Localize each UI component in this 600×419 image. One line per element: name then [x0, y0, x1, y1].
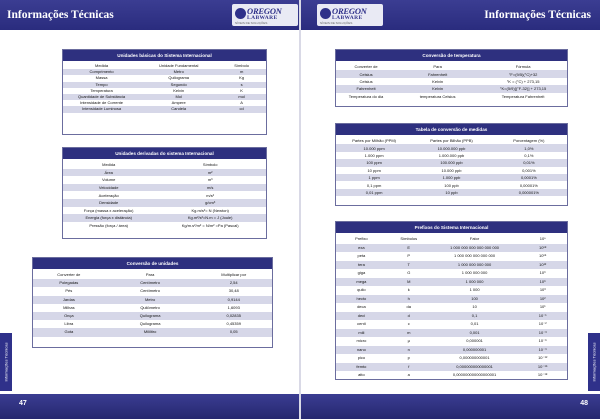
table-row — [33, 312, 272, 320]
table-row — [336, 312, 567, 321]
table-cell: m/s — [206, 185, 214, 191]
left-header-title: Informações Técnicas — [7, 9, 114, 21]
column-header: Converter de — [354, 64, 378, 70]
table-cell: Volume — [102, 177, 116, 183]
table-cell: 10⁻³ — [538, 329, 547, 335]
table-cell: Metro — [173, 69, 184, 75]
table-cell: Celsius — [359, 71, 373, 77]
table-cell: deca — [357, 304, 366, 310]
table-cell: Kelvin — [173, 87, 185, 93]
table-cell: Centímetro — [140, 288, 160, 294]
column-header: Fator — [469, 236, 480, 242]
table-cell: m — [239, 69, 244, 75]
table-cell: E — [407, 244, 411, 250]
table-cell: 10.000 ppb — [441, 167, 462, 173]
table-cell: h — [407, 295, 410, 301]
table-cell: p — [407, 355, 410, 361]
table-row — [336, 354, 567, 363]
table-cell: µ — [407, 338, 410, 344]
table-title: Conversão de temperatura — [336, 50, 567, 61]
table-cell: 1 000 000 000 — [461, 270, 488, 276]
table-row — [63, 176, 266, 184]
table-cell: K — [240, 87, 243, 93]
column-header: Porcentagem (%) — [513, 138, 545, 144]
table-cell: g/cm³ — [205, 200, 216, 206]
table-cell: 10⁻¹² — [538, 355, 548, 361]
right-header-title: Informações Técnicas — [484, 9, 591, 21]
table-cell: 0,9144 — [227, 296, 240, 302]
column-header: Multiplicar por — [221, 272, 247, 278]
table-cell: 1,0% — [524, 145, 534, 151]
right-footer — [301, 394, 600, 419]
table-cell: 10⁶ — [539, 278, 546, 284]
table-si-prefixes — [335, 221, 568, 380]
table-cell: 2,54 — [229, 280, 238, 286]
table-row — [63, 75, 266, 81]
table-row — [336, 261, 567, 270]
table-row — [336, 329, 567, 338]
table-cell: m/s² — [206, 192, 215, 198]
table-cell: tera — [357, 261, 365, 267]
table-cell: temperatura Celsius — [419, 93, 456, 99]
table-row — [336, 303, 567, 312]
table-cell: mol — [238, 94, 245, 100]
table-title: Unidades básicas do Sistema Internacional — [63, 50, 266, 61]
table-cell: m³ — [207, 177, 213, 183]
table-cell: cd — [239, 106, 244, 112]
table-cell: 10¹⁵ — [538, 253, 547, 259]
table-cell: 1.000 ppm — [364, 152, 384, 158]
logo-sub: LABWARE — [332, 15, 363, 21]
table-row — [336, 85, 567, 92]
table-row — [63, 184, 266, 192]
table-cell: 10⁹ — [539, 270, 546, 276]
table-cell: 10⁻² — [538, 321, 547, 327]
table-cell: 0,1% — [524, 152, 534, 158]
table-cell: Kelvin — [432, 86, 444, 92]
table-row — [336, 181, 567, 188]
table-cell: giga — [357, 270, 366, 276]
page-gutter — [299, 0, 301, 419]
table-temperature-conversion — [335, 49, 568, 107]
table-cell: 0,45359 — [226, 321, 241, 327]
table-cell: deci — [357, 312, 366, 318]
table-cell: Temperatura do dia — [348, 93, 384, 99]
table-cell: Intensidade Luminosa — [81, 106, 122, 112]
table-row — [63, 88, 266, 94]
table-row — [63, 82, 266, 88]
table-cell: Candela — [171, 106, 187, 112]
table-cell: Gota — [64, 329, 74, 335]
table-header-row — [336, 235, 567, 244]
table-cell: 1 000 000 000 000 000 — [453, 253, 496, 259]
table-row — [63, 106, 266, 112]
column-header: Para — [433, 64, 442, 70]
table-cell: a — [407, 372, 410, 378]
table-cell: Mililitro — [143, 329, 157, 335]
table-row — [336, 189, 567, 196]
table-row — [63, 207, 266, 215]
table-row — [336, 286, 567, 295]
table-cell: °K = (°C) + 273,15 — [506, 78, 540, 84]
table-cell: atto — [358, 372, 365, 378]
table-row — [336, 244, 567, 253]
table-row — [33, 287, 272, 295]
table-cell: Ampere — [171, 100, 186, 106]
table-cell: Temperatura — [90, 87, 113, 93]
table-cell: 100.000 ppb — [440, 160, 463, 166]
table-cell: s — [240, 81, 243, 87]
table-row — [336, 320, 567, 329]
table-cell: 0,000000000000000001 — [452, 372, 497, 378]
table-cell: Kelvin — [432, 78, 444, 84]
table-cell: Pés — [65, 288, 73, 294]
table-row — [336, 144, 567, 151]
table-cell: femto — [356, 363, 367, 369]
table-cell: 10⁻¹ — [538, 312, 547, 318]
table-row — [336, 278, 567, 287]
table-row — [33, 328, 272, 336]
table-row — [63, 191, 266, 199]
table-derived-units — [62, 147, 267, 239]
column-header: Medida — [95, 63, 109, 69]
table-title: Tabela de conversão de medidas — [336, 124, 567, 135]
table-header-row — [63, 161, 266, 169]
table-row — [336, 295, 567, 304]
table-cell: 0,1 — [471, 312, 478, 318]
table-cell: 0,000000001 — [462, 346, 487, 352]
table-title: Unidades derivadas do sistema Internacional — [63, 148, 266, 159]
right-header — [301, 0, 600, 30]
column-header: Partes por Bilhão (PPB) — [430, 138, 473, 144]
table-base-units — [62, 49, 267, 135]
column-header: Fórmula — [515, 64, 531, 70]
logo-sub: LABWARE — [247, 15, 278, 21]
table-header-row — [63, 63, 266, 69]
column-header: Prefixo — [355, 236, 368, 242]
right-side-tab — [588, 333, 600, 391]
table-cell: 10⁻¹⁸ — [537, 372, 548, 378]
column-header: 10ⁿ — [539, 236, 546, 242]
table-row — [336, 363, 567, 372]
table-row — [33, 296, 272, 304]
table-header-row — [336, 63, 567, 70]
right-page-number: 48 — [580, 400, 588, 407]
table-row — [63, 94, 266, 100]
table-row — [336, 346, 567, 355]
table-cell: 0,02835 — [226, 313, 241, 319]
table-body — [336, 135, 567, 196]
table-cell: Tempo — [95, 81, 108, 87]
table-cell: Fahrenheit — [428, 71, 448, 77]
column-header: Símbolo — [202, 162, 218, 168]
logo-tag: NÍVEIS DE SOLUÇÕES — [320, 21, 353, 25]
table-title: Conversão de unidades — [33, 258, 272, 269]
table-cell: Fahrenheit — [356, 86, 376, 92]
table-cell: Jardas — [62, 296, 75, 302]
table-cell: exa — [358, 244, 365, 250]
table-cell: 100 ppb — [444, 182, 459, 188]
table-cell: quilo — [357, 287, 366, 293]
table-cell: 0,1 ppm — [366, 182, 382, 188]
table-cell: 1 000 000 000 000 000 000 — [450, 244, 500, 250]
table-row — [63, 214, 266, 222]
table-cell: mili — [358, 329, 365, 335]
table-cell: Pressão (força / área) — [89, 223, 129, 229]
left-header — [0, 0, 299, 30]
table-cell: Mol — [175, 94, 182, 100]
left-footer — [0, 394, 299, 419]
table-cell: T — [407, 261, 410, 267]
table-cell: Energia (força x distância) — [85, 215, 132, 221]
table-cell: 1 000 000 000 000 — [457, 261, 492, 267]
table-cell: 0,000001% — [518, 189, 539, 195]
table-cell: Quilograma — [139, 313, 161, 319]
table-cell: Força (massa x aceleração) — [83, 207, 134, 213]
left-page-number: 47 — [19, 400, 27, 407]
table-header-row — [336, 137, 567, 144]
table-cell: 100 ppm — [366, 160, 382, 166]
table-cell: nano — [356, 346, 366, 352]
table-row — [336, 174, 567, 181]
table-body — [336, 233, 567, 380]
column-header: Para — [145, 272, 155, 278]
table-measure-conversion — [335, 123, 568, 206]
table-cell: 0,01% — [523, 160, 535, 166]
table-cell: m² — [207, 169, 213, 175]
table-cell: 1.000.000 ppb — [438, 152, 465, 158]
table-cell: 10 — [472, 304, 477, 310]
table-cell: 10¹⁸ — [538, 244, 547, 250]
table-body — [63, 61, 266, 113]
table-row — [63, 222, 266, 230]
table-cell: mega — [356, 278, 367, 284]
table-body — [336, 61, 567, 100]
table-cell: Kg — [239, 75, 245, 81]
column-header: Medida — [102, 162, 116, 168]
table-cell: 0,000000000001 — [459, 355, 490, 361]
table-row — [336, 337, 567, 346]
table-cell: 1 000 — [469, 287, 480, 293]
table-cell: 1 ppm — [368, 175, 380, 181]
column-header: Símbolo — [234, 63, 249, 69]
table-header-row — [33, 271, 272, 279]
table-cell: 10.000.000 ppb — [437, 145, 466, 151]
table-cell: Temperatura Fahrenheit — [501, 93, 545, 99]
right-side-tab-label: Informações Técnicas — [591, 342, 597, 382]
table-cell: Comprimento — [89, 69, 114, 75]
table-cell: Quilograma — [168, 75, 190, 81]
table-cell: °K=(5/9)[(°F-32)] + 273,15 — [499, 86, 547, 92]
table-row — [336, 70, 567, 77]
table-cell: 10.000 ppm — [363, 145, 385, 151]
table-row — [336, 252, 567, 261]
table-row — [33, 279, 272, 287]
table-cell: 0,05 — [229, 329, 238, 335]
table-cell: f — [408, 363, 410, 369]
table-title: Prefixos do Sistema Internacional — [336, 222, 567, 233]
table-cell: Celsius — [359, 78, 373, 84]
table-cell: Kg.m/s²= N (Newton) — [191, 207, 229, 213]
table-cell: G — [407, 270, 411, 276]
table-cell: 10 ppb — [445, 189, 458, 195]
table-cell: Intensidade de Corrente — [80, 100, 124, 106]
table-cell: 30,48 — [228, 288, 239, 294]
table-cell: n — [407, 346, 410, 352]
table-cell: 1.000 ppb — [442, 175, 461, 181]
table-cell: 100 — [471, 295, 478, 301]
table-cell: M — [407, 278, 411, 284]
table-cell: 0,001 — [469, 329, 480, 335]
table-cell: Milhas — [63, 304, 75, 310]
table-cell: Metro — [144, 296, 156, 302]
column-header: Símbolos — [400, 236, 418, 242]
table-cell: 10¹ — [539, 304, 546, 310]
table-row — [336, 152, 567, 159]
table-cell: 0,01 ppm — [365, 189, 383, 195]
table-cell: 10³ — [539, 287, 546, 293]
table-cell: peta — [357, 253, 366, 259]
table-cell: c — [407, 321, 410, 327]
table-cell: 0,00001% — [519, 182, 538, 188]
table-row — [336, 159, 567, 166]
table-cell: Velocidade — [98, 185, 119, 191]
logo-name: OREGON — [332, 6, 367, 16]
table-cell: Quantidade de Substância — [77, 94, 126, 100]
table-row — [33, 304, 272, 312]
logo-globe-icon — [320, 8, 331, 19]
table-cell: Libra — [64, 321, 74, 327]
table-cell: Área — [104, 169, 113, 175]
table-cell: °F=(9/5)(°C)+32 — [508, 71, 538, 77]
table-cell: 0,01 — [470, 321, 479, 327]
table-cell: 1,6093 — [227, 304, 240, 310]
table-row — [63, 100, 266, 106]
table-row — [63, 69, 266, 75]
table-row — [336, 78, 567, 85]
table-row — [33, 320, 272, 328]
table-cell: 10⁻⁶ — [538, 338, 547, 344]
table-cell: 10¹² — [539, 261, 547, 267]
table-cell: da — [406, 304, 411, 310]
left-side-tab-label: Informações Técnicas — [3, 342, 9, 382]
table-cell: 0,000000000000001 — [456, 363, 493, 369]
table-cell: Quilômetro — [140, 304, 160, 310]
table-row — [63, 169, 266, 177]
table-cell: Onça — [64, 313, 74, 319]
table-cell: Massa — [95, 75, 108, 81]
table-cell: k — [407, 287, 410, 293]
table-cell: 10⁻⁹ — [538, 346, 547, 352]
oregon-logo-right — [317, 4, 383, 26]
table-cell: d — [407, 312, 410, 318]
column-header: Unidade Fundamental — [159, 63, 199, 69]
table-row — [336, 269, 567, 278]
table-cell: Kg/m.s²/m² = N/m² =Pa (Pascal) — [181, 223, 239, 229]
logo-tag: NÍVEIS DE SOLUÇÕES — [235, 21, 268, 25]
table-cell: Polegadas — [59, 280, 79, 286]
table-cell: P — [407, 253, 411, 259]
table-cell: Centímetro — [140, 280, 160, 286]
table-cell: 10² — [539, 295, 546, 301]
table-cell: A — [240, 100, 243, 106]
table-cell: hecto — [356, 295, 367, 301]
table-cell: micro — [356, 338, 367, 344]
table-cell: 10 ppm — [367, 167, 381, 173]
table-cell: 0,000001 — [466, 338, 483, 344]
table-cell: m — [407, 329, 411, 335]
table-row — [63, 199, 266, 207]
table-cell: Aceleração — [98, 192, 119, 198]
table-cell: centi — [357, 321, 366, 327]
column-header: Converter de — [57, 272, 81, 278]
table-cell: 10⁻¹⁵ — [537, 363, 548, 369]
table-row — [336, 371, 567, 380]
table-body — [33, 269, 272, 337]
logo-globe-icon — [235, 8, 246, 19]
table-cell: 0,0001% — [520, 175, 537, 181]
table-cell: 0,001% — [522, 167, 536, 173]
column-header: Partes por Milhão (PPM) — [352, 138, 396, 144]
table-unit-conversion — [32, 257, 273, 348]
logo-name: OREGON — [247, 6, 282, 16]
table-body — [63, 159, 266, 229]
table-cell: 1 000 000 — [465, 278, 484, 284]
table-row — [336, 93, 567, 100]
table-cell: Kg.m²/s²=N.m = J (Joule) — [187, 215, 233, 221]
table-row — [336, 167, 567, 174]
table-cell: Densidade — [99, 200, 119, 206]
left-side-tab — [0, 333, 12, 391]
oregon-logo-left — [232, 4, 298, 26]
table-cell: Segundo — [170, 81, 187, 87]
table-cell: pico — [357, 355, 366, 361]
table-cell: Quilograma — [139, 321, 161, 327]
